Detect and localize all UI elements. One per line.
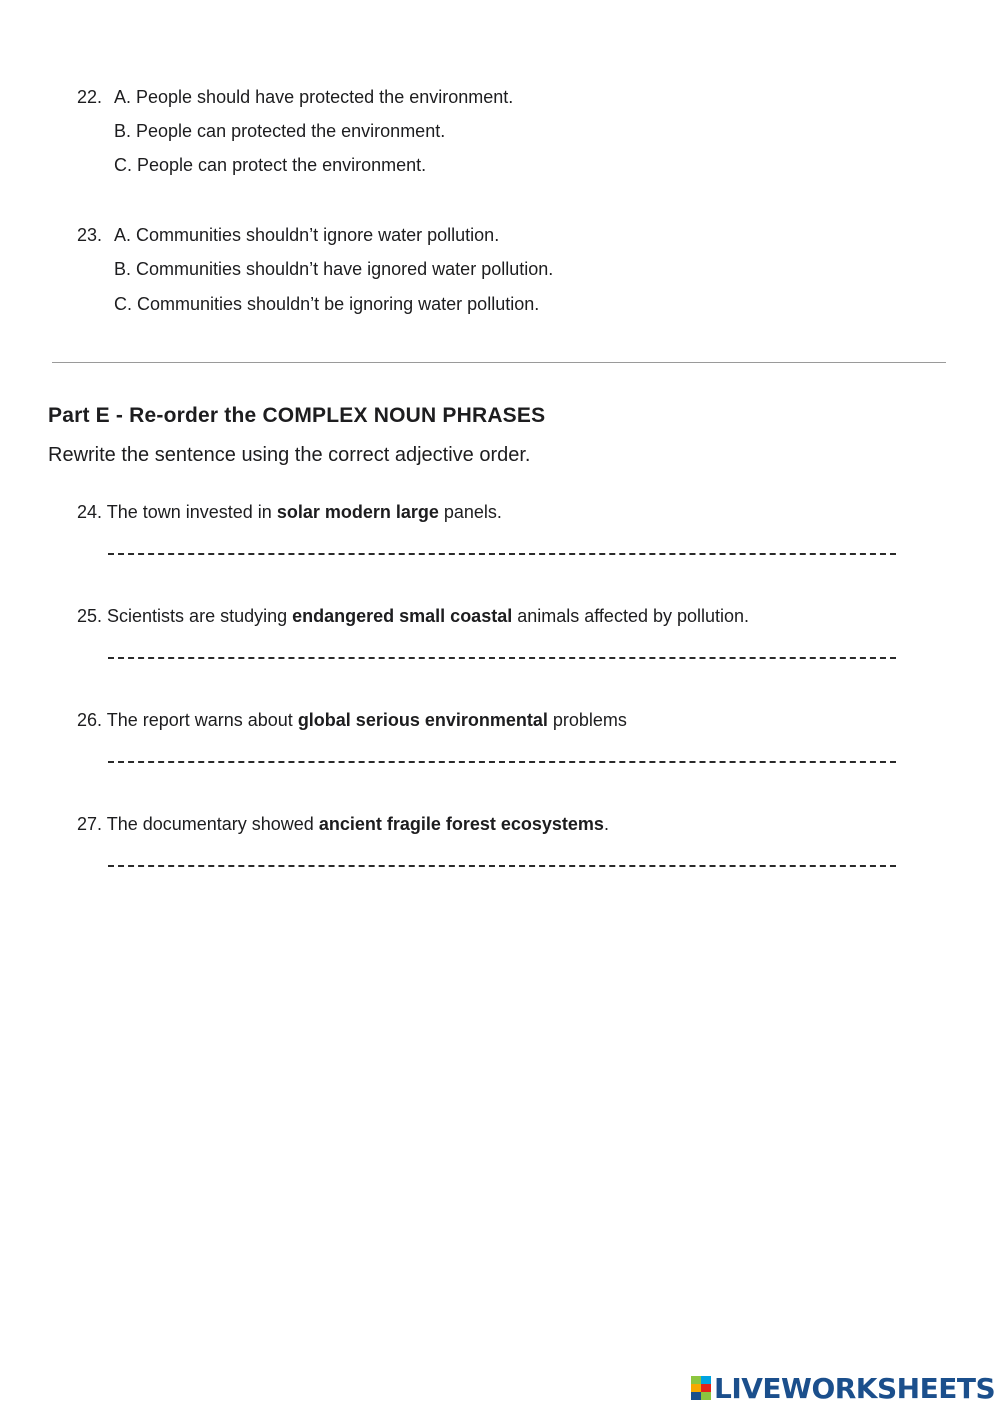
logo-text: LIVEWORKSHEETS — [714, 1371, 996, 1405]
question-24 — [77, 501, 502, 523]
question-bold-phrase: endangered small coastal — [292, 606, 513, 626]
answer-line-25[interactable] — [108, 657, 896, 659]
question-text-end: . — [603, 814, 609, 834]
question-text-end: animals affected by pollution. — [512, 606, 750, 626]
section-divider — [52, 362, 946, 363]
question-number: 23. — [77, 225, 103, 245]
part-e-title: Part E - Re-order the COMPLEX NOUN PHRASES — [48, 404, 546, 427]
option-23-b[interactable]: B. Communities shouldn’t have ignored water pollution. — [114, 259, 554, 279]
question-bold-phrase: solar modern large — [276, 502, 439, 522]
question-25 — [77, 605, 749, 627]
option-23-c[interactable]: C. Communities shouldn’t be ignoring water pollution. — [114, 294, 540, 314]
question-text: The town invested in — [102, 502, 277, 522]
question-number: 24. — [77, 502, 103, 522]
question-number: 26. — [77, 710, 103, 730]
answer-line-26[interactable] — [108, 761, 896, 763]
part-e-instruction: Rewrite the sentence using the correct adjective order. — [48, 444, 531, 466]
question-number: 25. — [77, 606, 103, 626]
answer-line-27[interactable] — [108, 865, 896, 867]
option-22-b[interactable]: B. People can protected the environment. — [114, 121, 446, 141]
question-text-end: panels. — [438, 502, 502, 522]
question-text-end: problems — [547, 710, 627, 730]
liveworksheets-logo[interactable] — [691, 1373, 995, 1403]
question-bold-phrase: ancient fragile forest ecosystems — [318, 814, 604, 834]
option-23-a[interactable]: A. Communities shouldn’t ignore water pollution. — [114, 225, 500, 245]
answer-line-24[interactable] — [108, 553, 896, 555]
option-22-a[interactable]: A. People should have protected the environment. — [114, 87, 514, 107]
question-27 — [77, 813, 609, 835]
question-26 — [77, 709, 627, 731]
question-number: 22. — [77, 87, 103, 107]
liveworksheets-logo-icon — [691, 1376, 711, 1400]
question-number: 27. — [77, 814, 103, 834]
option-22-c[interactable]: C. People can protect the environment. — [114, 155, 427, 175]
question-bold-phrase: global serious environmental — [297, 710, 548, 730]
question-text: The report warns about — [102, 710, 298, 730]
question-text: Scientists are studying — [102, 606, 293, 626]
question-text: The documentary showed — [102, 814, 319, 834]
